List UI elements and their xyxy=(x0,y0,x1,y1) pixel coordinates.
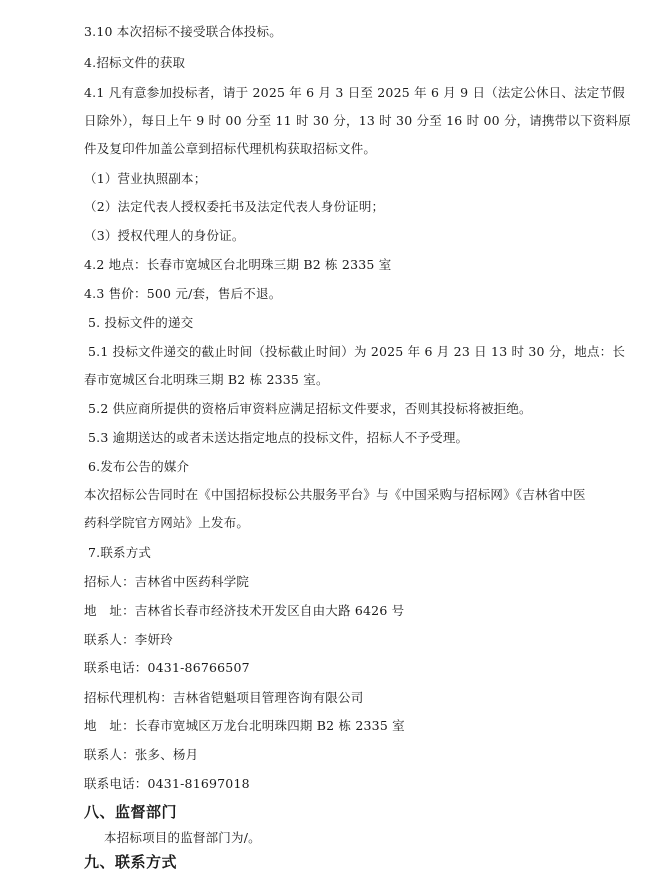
clause-4-1-line-1: 4.1 凡有意参加投标者，请于 2025 年 6 月 3 日至 2025 年 6 月 9 日（法定公休日、法定节假 xyxy=(84,85,625,100)
tenderer-phone: 联系电话：0431-86766507 xyxy=(84,660,250,675)
clause-4-1-line-2: 日除外），每日上午 9 时 00 分至 11 时 30 分，13 时 30 分至 16 时 00 分，请携带以下资料原 xyxy=(84,113,631,128)
clause-3-10: 3.10 本次招标不接受联合体投标。 xyxy=(84,24,282,39)
section-8-title: 八、监督部门 xyxy=(84,803,178,821)
media-text-line-2: 药科学院官方网站》上发布。 xyxy=(84,515,250,530)
requirement-item-3: （3）授权代理人的身份证。 xyxy=(84,228,245,243)
agency-name: 招标代理机构：吉林省铠魁项目管理咨询有限公司 xyxy=(84,690,364,705)
section-7-heading: 7.联系方式 xyxy=(88,545,152,560)
agency-contact: 联系人：张多、杨月 xyxy=(84,747,199,762)
section-5-heading: 5. 投标文件的递交 xyxy=(88,315,194,330)
section-4-heading: 4.招标文件的获取 xyxy=(84,55,186,70)
agency-address: 地 址：长春市宽城区万龙台北明珠四期 B2 栋 2335 室 xyxy=(84,718,405,733)
clause-5-1-line-1: 5.1 投标文件递交的截止时间（投标截止时间）为 2025 年 6 月 23 日 13 时 30 分，地点：长 xyxy=(88,344,626,359)
media-text-line-1: 本次招标公告同时在《中国招标投标公共服务平台》与《中国采购与招标网》《吉林省中医 xyxy=(84,487,586,502)
requirement-item-2: （2）法定代表人授权委托书及法定代表人身份证明； xyxy=(84,199,385,214)
tenderer-contact: 联系人：李妍玲 xyxy=(84,632,173,647)
tenderer-address: 地 址：吉林省长春市经济技术开发区自由大路 6426 号 xyxy=(84,603,405,618)
section-6-heading: 6.发布公告的媒介 xyxy=(88,459,190,474)
section-8-text: 本招标项目的监督部门为/。 xyxy=(104,830,261,845)
clause-4-1-line-3: 件及复印件加盖公章到招标代理机构获取招标文件。 xyxy=(84,141,377,156)
clause-4-2: 4.2 地点：长春市宽城区台北明珠三期 B2 栋 2335 室 xyxy=(84,257,392,272)
clause-5-3: 5.3 逾期送达的或者未送达指定地点的投标文件，招标人不予受理。 xyxy=(88,430,469,445)
clause-5-2: 5.2 供应商所提供的资格后审资料应满足招标文件要求，否则其投标将被拒绝。 xyxy=(88,401,532,416)
tenderer-name: 招标人：吉林省中医药科学院 xyxy=(84,574,250,589)
clause-4-3: 4.3 售价：500 元/套，售后不退。 xyxy=(84,286,282,301)
section-9-title: 九、联系方式 xyxy=(84,853,178,871)
clause-5-1-line-2: 春市宽城区台北明珠三期 B2 栋 2335 室。 xyxy=(84,372,329,387)
agency-phone: 联系电话：0431-81697018 xyxy=(84,776,250,791)
requirement-item-1: （1）营业执照副本； xyxy=(84,171,207,186)
